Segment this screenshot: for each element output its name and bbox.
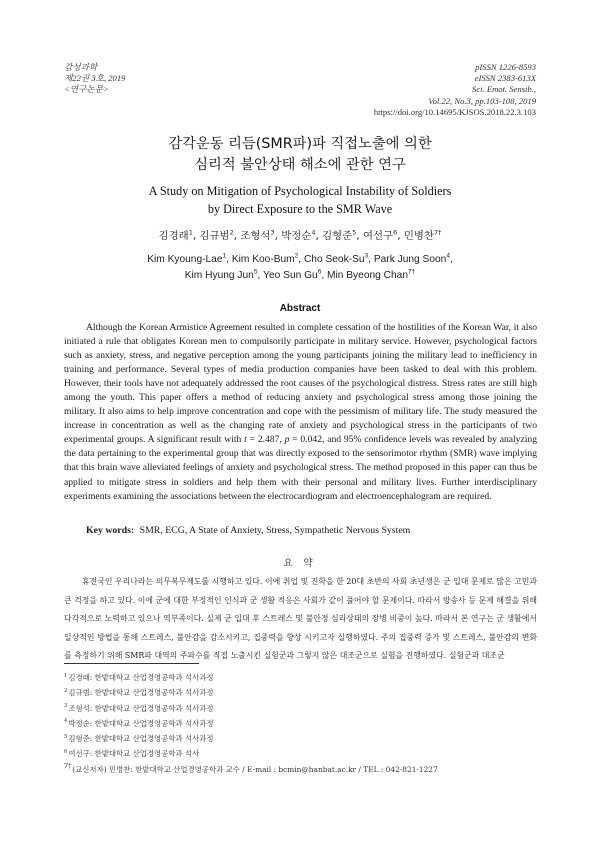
pissn: pISSN 1226-8593 (475, 62, 536, 72)
keywords-text: SMR, ECG, A State of Anxiety, Stress, Sympathetic Nervous System (139, 525, 411, 536)
footnote-4: $^4$박정순: 한밭대학교 산업경영공학과 석사과정 (64, 718, 214, 728)
author-ko: 김규범$^2$, (199, 228, 241, 242)
title-korean (0, 134, 600, 176)
keywords-label: Key words: (86, 525, 135, 536)
title-english-line2: by Direct Exposure to the SMR Wave (207, 201, 393, 216)
title-english-line1: A Study on Mitigation of Psychological Instability of Soldiers (148, 184, 452, 198)
korean-abstract-heading: 요 약 (283, 558, 317, 569)
footnote-list (64, 670, 544, 777)
author-ko: 조형석$^3$, (240, 228, 282, 242)
footnote-divider (64, 663, 199, 664)
author-ko: 여선구$^6$, (362, 228, 404, 242)
authors-korean (0, 229, 600, 244)
author-en: Cho Seok-Su$^3$, (303, 252, 374, 265)
footnote-6: $^6$여선구: 한밭대학교 산업경영공학과 석사 (64, 749, 200, 759)
title-korean-line2: 심리적 불안상태 해소에 관한 연구 (194, 157, 406, 173)
authors-english-line2 (0, 268, 600, 284)
journal-header-right (216, 62, 536, 118)
abstract-heading: Abstract (279, 303, 321, 314)
title-korean-line1: 감각운동 리듬(SMR파)파 직접노출에 의한 (168, 136, 432, 152)
eissn: eISSN 2383-613X (474, 73, 536, 84)
korean-abstract-body: 휴전국인 우리나라는 의무복무제도를 시행하고 있다. 이에 취업 및 진학을 한 20대 초반의 사회 초년생은 군 입대 문제로 많은 고민과 큰 걱정을 하고 있다. 이에 군에 대한 부정적인 인식과 군 생활 적응은 사회가 같이 풀어야 할 문제이다. 따라서 방송사 등 문제 해결을 위해 다각적으로 노력하고 있으나 역부족이다. 실제 군 입대 후 스트레스 및 불안정 심리상태의 장병 비중이 높다. 따라서 본 연구는 군 생활에서 일상적인 방법을 통해 스트레스, 불안감을 감소시키고, 집중력을 향상 시키고자 실행하였다. 주의 집중력 증가 및 스트레스, 불안감의 변화를 측정하기 위해 SMR파 대역의 주파수를 직접 노출시킨 실험군과 그렇지 않은 대조군으로 실험을 진행하였다. 실험군과 대조군 (64, 577, 537, 661)
authors-english-line1 (0, 252, 600, 268)
author-ko: 김경래$^1$, (158, 228, 200, 242)
journal-name-ko: 감성과학 (64, 62, 98, 72)
footnote-3: $^3$조형석: 한밭대학교 산업경영공학과 석사과정 (64, 703, 214, 713)
author-en: Min Byeong Chan$^{7\dagger}$ (327, 268, 416, 281)
abstract-body: Although the Korean Armistice Agreement resulted in complete cessation of the hostilities of the Korean War, it also initiated a rule that obligates Korean men to compulsorily participate in military service. However, psychological factors such as anxiety, stress, and negative perception among the young participants joining the military lead to inefficiency in training and performance. Several types of media production companies have been tasked to deal with this problem. However, their tools have not adequately addressed the root causes of the psychological distress. Stress rates are still high among the youth. This paper offers a method of reducing anxiety and psychological stress among those joining the military. It also aims to help improve concentration and cope with the pessimism of military life. The study measured the increase in concentration as well as the changing rate of anxiety and psychological stress in the participants of two experimental groups. A significant result with t = 2.487, p = 0.042, and 95% confidence levels was revealed by analyzing the data pertaining to the experimental group that was directly exposed to the sensorimotor rhythm (SMR) wave implying that this brain wave alleviated feelings of anxiety and psychological stress. The method proposed in this paper can thus be applied to mitigate stress in soldiers and help them with their personal and military lives. Further interdisciplinary experiments examining the associations between the electrocardiogram and electroencephalogram are required. (64, 322, 537, 502)
journal-abbrev: Sci. Emot. Sensib., (472, 84, 536, 95)
author-ko: 민병찬$^{7\dagger}$ (403, 228, 442, 242)
footnote-5: $^5$김형준: 한밭대학교 산업경영공학과 석사과정 (64, 733, 214, 744)
doi-link[interactable]: https://doi.org/10.14695/KJSOS.2018.22.3.103 (373, 106, 536, 117)
footnote-1: $^1$김경래: 한밭대학교 산업경영공학과 석사과정 (64, 672, 214, 682)
article-type-ko: <연구논문> (64, 84, 109, 95)
author-en: Kim Kyoung-Lae$^1$, (147, 252, 232, 265)
footnote-7-corresponding: $^{7\dagger}$(교신저자) 민병찬: 한밭대학교 산업경영공학과 교수 / E-mail : bcmin@hanbat.ac.kr / TEL : 042-821-1227 (64, 762, 438, 774)
footnote-2: $^2$김규범: 한밭대학교 산업경영공학과 석사과정 (64, 687, 214, 698)
volume-pages: Vol.22, No.3, pp.103-108, 2019 (428, 95, 536, 106)
author-en: Kim Koo-Bum$^2$, (231, 252, 304, 265)
title-english (0, 183, 600, 218)
author-en: Kim Hyung Jun$^5$, (184, 268, 264, 281)
volume-issue-ko: 제22권 3호, 2019 (64, 73, 126, 84)
author-ko: 박정순$^4$, (281, 228, 323, 242)
author-en: Yeo Sun Gu$^6$, (263, 268, 328, 281)
authors-english (0, 252, 600, 284)
author-ko: 김형준$^5$, (322, 228, 363, 242)
keywords (86, 524, 546, 538)
author-en: Park Jung Soon$^4$, (373, 252, 453, 265)
